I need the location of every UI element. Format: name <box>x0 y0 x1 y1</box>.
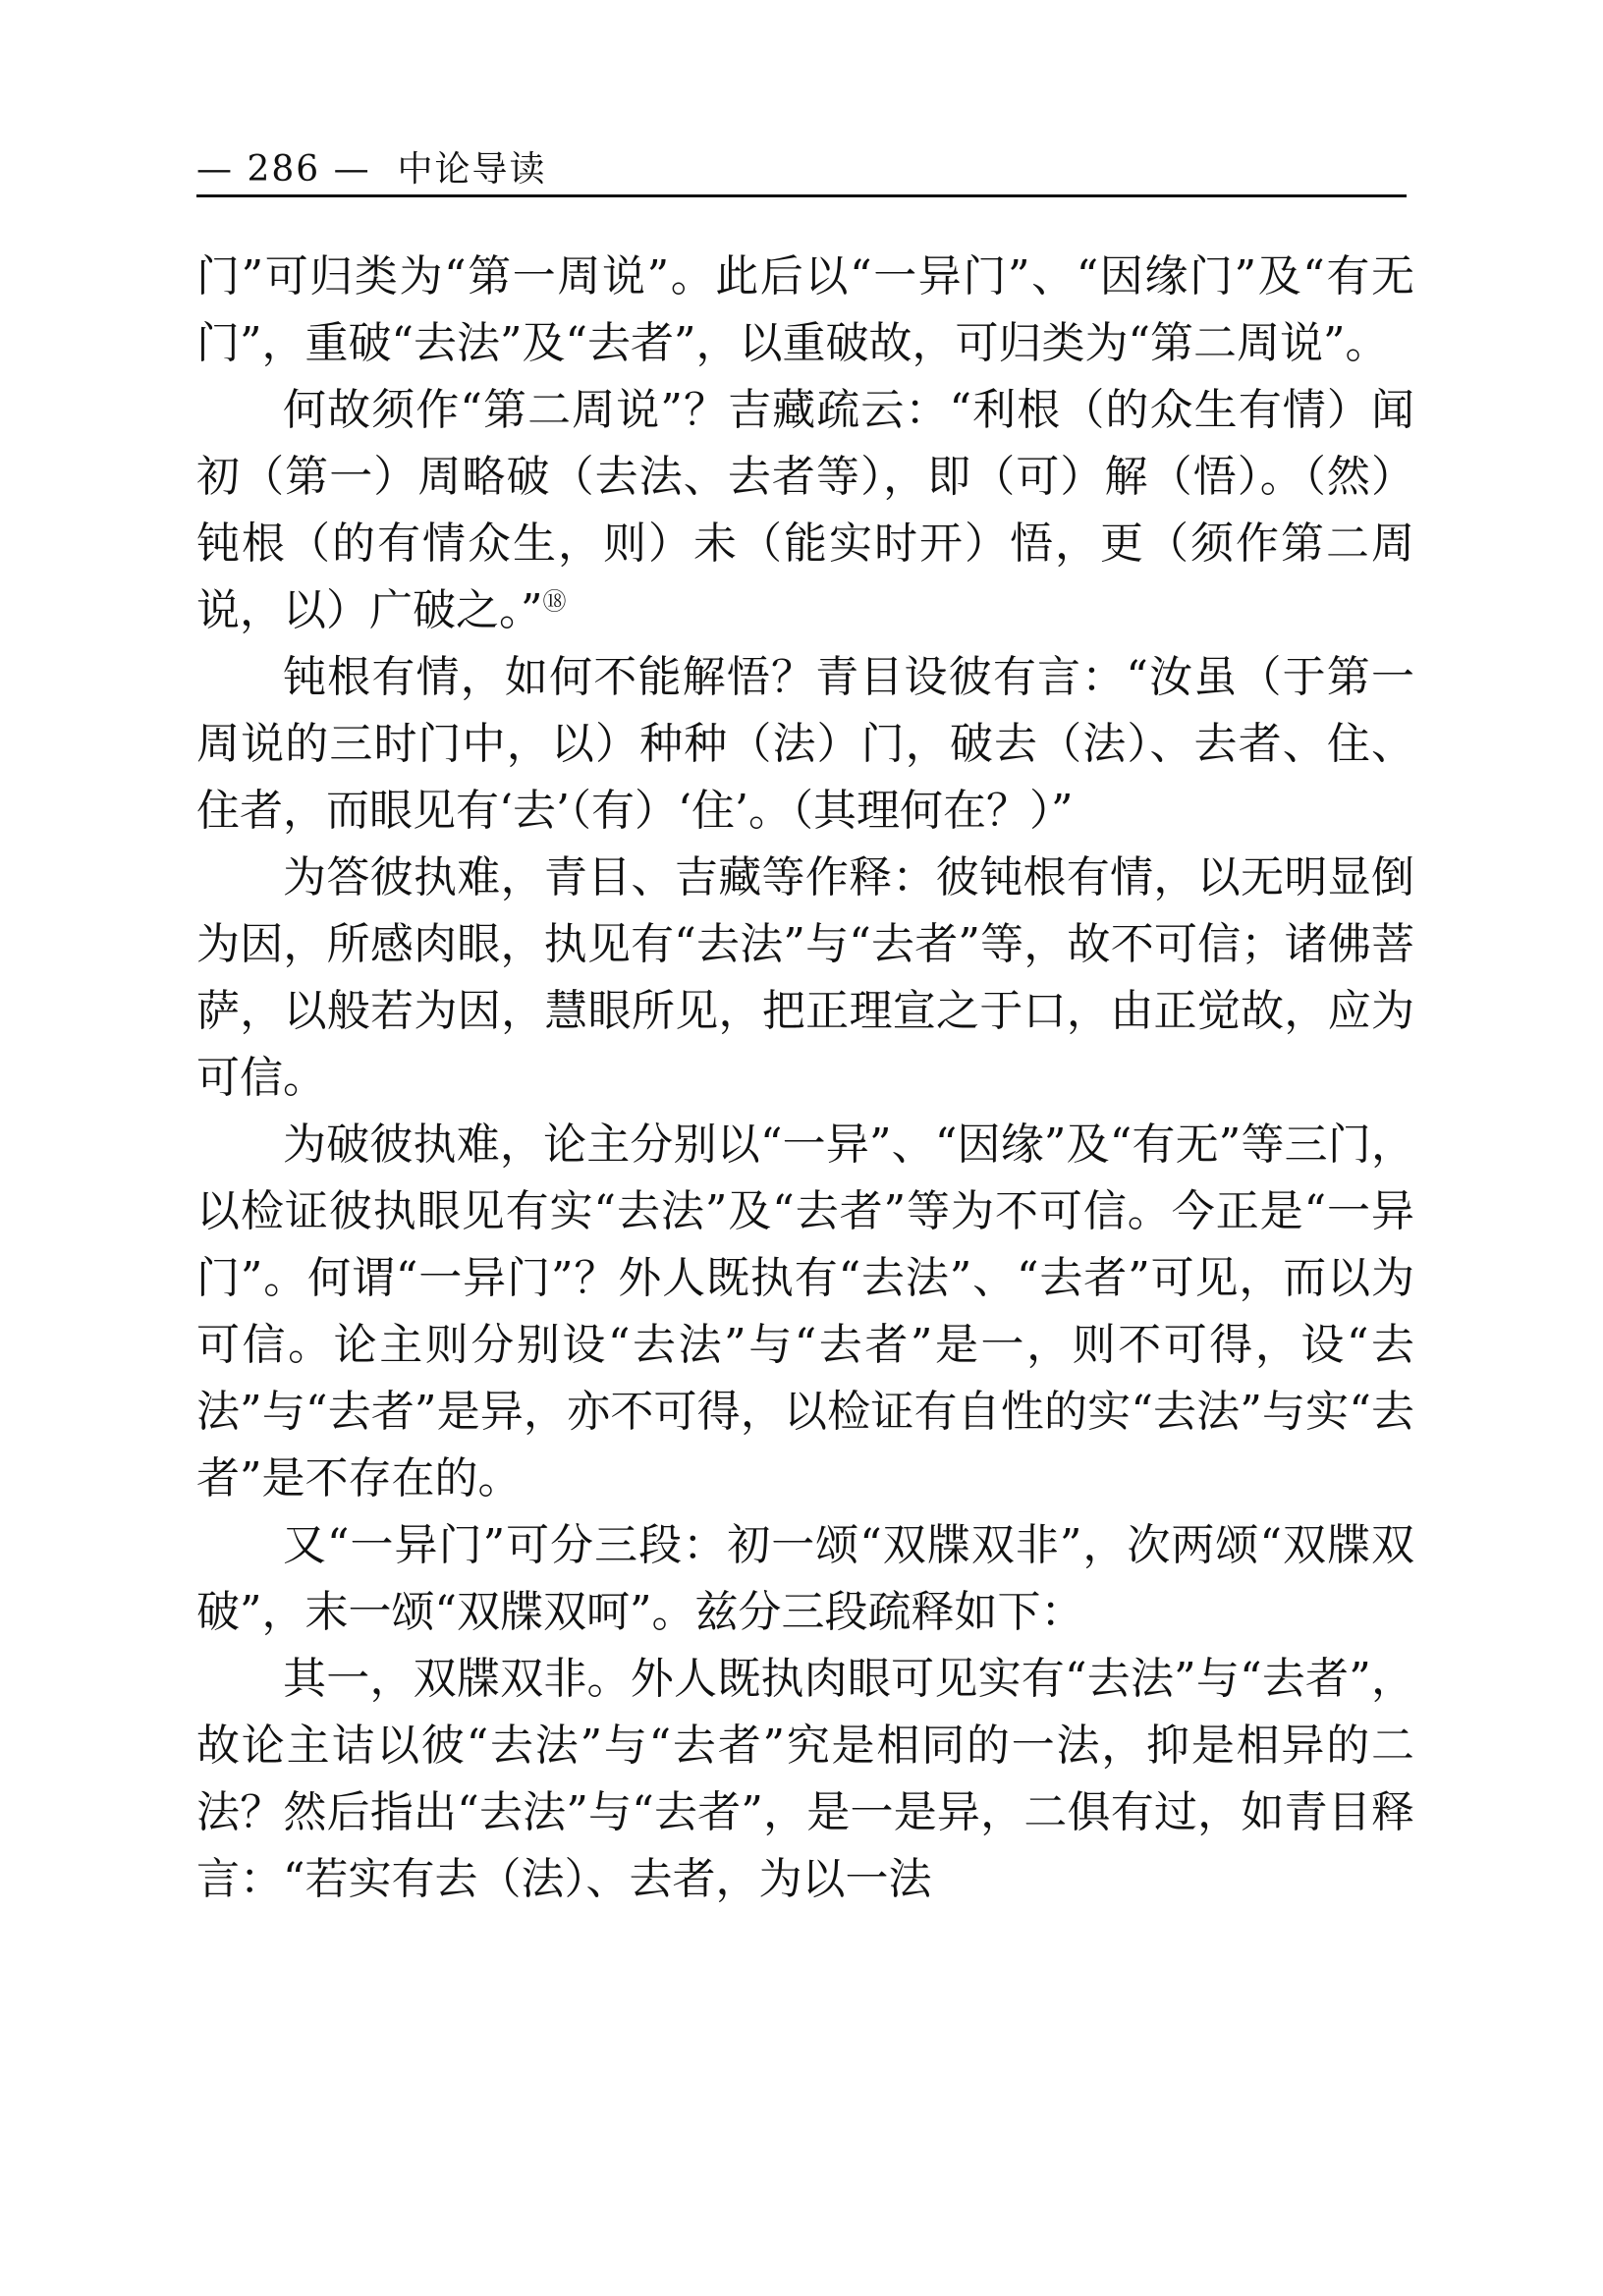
paragraph-4: 为答彼执难，青目、吉藏等作释：彼钝根有情，以无明显倒为因，所感肉眼，执见有“去法”与“去者”等，故不可信；诸佛菩萨，以般若为因，慧眼所见，把正理宣之于口，由正觉故，应为可信。 <box>196 852 1414 1103</box>
header-page-number-and-title: — 286 — 中论导读 <box>196 149 547 190</box>
body-text <box>196 244 1414 1913</box>
paragraph-5: 为破彼执难，论主分别以“一异”、“因缘”及“有无”等三门，以检证彼执眼见有实“去法”及“去者”等为不可信。今正是“一异门”。何谓“一异门”？外人既执有“去法”、“去者”可见，而以为可信。论主则分别设“去法”与“去者”是一，则不可得，设“去法”与“去者”是异，亦不可得，以检证有自性的实“去法”与实“去者”是不存在的。 <box>196 1120 1414 1503</box>
paragraph-7: 其一，双牒双非。外人既执肉眼可见实有“去法”与“去者”，故论主诘以彼“去法”与“去者”究是相同的一法，抑是相异的二法？然后指出“去法”与“去者”，是一是异，二俱有过，如青目释言：“若实有去（法）、去者，为以一法 <box>196 1654 1414 1904</box>
paragraph-2: 何故须作“第二周说”？吉藏疏云：“利根（的众生有情）闻初（第一）周略破（去法、去者等），即（可）解（悟）。（然）钝根（的有情众生，则）未（能实时开）悟，更（须作第二周说，以）广破之。”⑱ <box>196 385 1414 635</box>
page-header <box>196 145 1407 200</box>
paragraph-1: 门”可归类为“第一周说”。此后以“一异门”、“因缘门”及“有无门”，重破“去法”及“去者”，以重破故，可归类为“第二周说”。 <box>196 251 1414 368</box>
paragraph-3: 钝根有情，如何不能解悟？青目设彼有言：“汝虽（于第一周说的三时门中，以）种种（法）门，破去（法）、去者、住、住者，而眼见有‘去’（有）‘住’。（其理何在？）” <box>196 652 1414 836</box>
paragraph-6: 又“一异门”可分三段：初一颂“双牒双非”，次两颂“双牒双破”，末一颂“双牒双呵”。兹分三段疏释如下： <box>196 1520 1414 1637</box>
footnote-marker: ⑱ <box>542 587 567 616</box>
header-rule <box>196 194 1407 197</box>
